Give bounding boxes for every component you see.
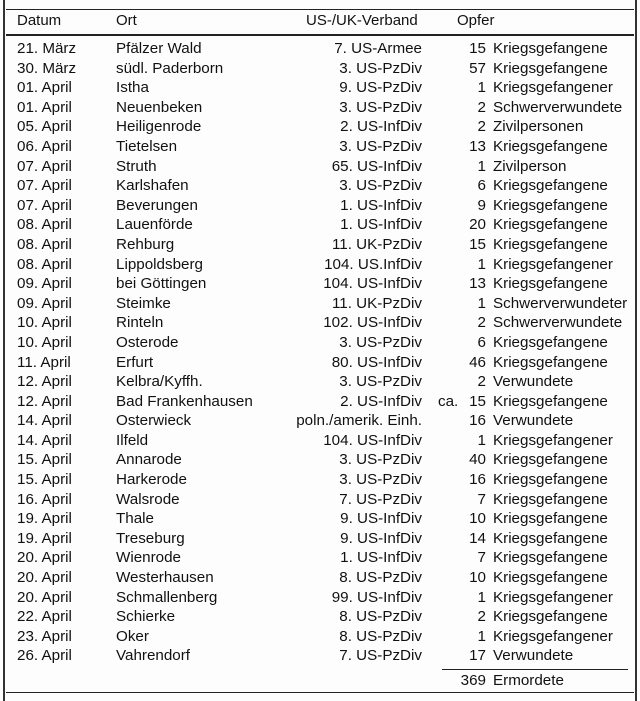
cell-unit: 1. US-InfDiv [340, 549, 422, 567]
cell-victim-type: Kriegsgefangene [493, 529, 608, 547]
cell-place: Struth [116, 157, 157, 175]
cell-count: 7 [477, 490, 486, 508]
cell-date: 22. April [17, 608, 72, 626]
header-unit: US-/UK-Verband [306, 12, 418, 29]
cell-unit: 9. US-InfDiv [340, 529, 422, 547]
cell-unit: 104. US-InfDiv [323, 275, 422, 293]
cell-place: Schmallenberg [116, 588, 218, 606]
table-row [0, 78, 640, 98]
cell-unit: 104. US-InfDiv [323, 431, 422, 449]
cell-count: 14 [469, 529, 486, 547]
bottom-rule [6, 692, 634, 693]
cell-unit: 3. US-PzDiv [339, 59, 422, 77]
cell-count: 10 [469, 569, 486, 587]
cell-victim-type: Kriegsgefangene [493, 177, 608, 195]
cell-count: 1 [477, 627, 486, 645]
cell-count: 6 [477, 177, 486, 195]
cell-victim-type: Kriegsgefangene [493, 333, 608, 351]
table-row [0, 294, 640, 314]
table-row [0, 137, 640, 157]
cell-date: 20. April [17, 569, 72, 587]
table-row [0, 255, 640, 275]
cell-count: 2 [477, 373, 486, 391]
cell-place: Ilfeld [116, 431, 149, 449]
table-row [0, 411, 640, 431]
cell-place: Erfurt [116, 353, 154, 371]
cell-unit: 1. US-InfDiv [340, 196, 422, 214]
cell-victim-type: Kriegsgefangene [493, 216, 608, 234]
cell-date: 12. April [17, 392, 72, 410]
table-row [0, 215, 640, 235]
cell-victim-type: Kriegsgefangene [493, 235, 608, 253]
cell-place: Bad Frankenhausen [116, 392, 253, 410]
cell-date: 07. April [17, 196, 72, 214]
cell-victim-type: Kriegsgefangene [493, 490, 608, 508]
cell-unit: poln./amerik. Einh. [296, 412, 422, 430]
cell-place: Beverungen [116, 196, 198, 214]
cell-unit: 8. US-PzDiv [339, 627, 422, 645]
table-row [0, 568, 640, 588]
cell-victim-type: Kriegsgefangener [493, 627, 613, 645]
cell-victim-type: Kriegsgefangener [493, 431, 613, 449]
cell-place: Rinteln [116, 314, 164, 332]
cell-place: Treseburg [116, 529, 185, 547]
cell-victim-type: Schwerverwundeter [493, 294, 628, 312]
cell-date: 09. April [17, 275, 72, 293]
cell-date: 19. April [17, 510, 72, 528]
table-row [0, 470, 640, 490]
cell-unit: 7. US-PzDiv [339, 647, 422, 665]
cell-unit: 80. US-InfDiv [331, 353, 422, 371]
cell-date: 26. April [17, 647, 72, 665]
cell-count: 10 [469, 510, 486, 528]
cell-victim-type: Kriegsgefangene [493, 137, 608, 155]
header-rule [6, 34, 634, 36]
cell-unit: 2. US-InfDiv [340, 118, 422, 136]
cell-place: Lippoldsberg [116, 255, 203, 273]
cell-date: 14. April [17, 412, 72, 430]
cell-date: 20. April [17, 549, 72, 567]
cell-place: Rehburg [116, 235, 175, 253]
cell-place: Lauenförde [116, 216, 193, 234]
cell-victim-type: Kriegsgefangene [493, 353, 608, 371]
table-row [0, 117, 640, 137]
cell-count: 2 [477, 98, 486, 116]
cell-date: 12. April [17, 373, 72, 391]
cell-victim-type: Schwerverwundete [493, 98, 623, 116]
cell-unit: 8. US-PzDiv [339, 608, 422, 626]
cell-date: 30. März [17, 59, 77, 77]
cell-victim-type: Verwundete [493, 373, 574, 391]
cell-count: 7 [477, 549, 486, 567]
table-row [0, 372, 640, 392]
cell-victim-type: Schwerverwundete [493, 314, 623, 332]
cell-unit: 102. US-InfDiv [323, 314, 422, 332]
cell-date: 19. April [17, 529, 72, 547]
cell-date: 06. April [17, 137, 72, 155]
cell-unit: 3. US-PzDiv [339, 451, 422, 469]
table-row [0, 588, 640, 608]
cell-count: 2 [477, 608, 486, 626]
top-rule [6, 9, 634, 10]
cell-count: 1 [477, 588, 486, 606]
cell-unit: 7. US-Armee [334, 40, 422, 57]
cell-date: 15. April [17, 451, 72, 469]
cell-date: 15. April [17, 471, 72, 489]
cell-date: 10. April [17, 333, 72, 351]
total-label: Ermordete [493, 672, 564, 689]
table-row [0, 176, 640, 196]
cell-unit: 65. US-InfDiv [331, 157, 422, 175]
cell-count: 1 [477, 79, 486, 97]
cell-place: Kelbra/Kyffh. [116, 373, 203, 391]
cell-unit: 3. US-PzDiv [339, 137, 422, 155]
cell-approx-prefix: ca. [438, 392, 459, 410]
cell-place: Harkerode [116, 471, 187, 489]
cell-date: 23. April [17, 627, 72, 645]
cell-place: Heiligenrode [116, 118, 202, 136]
table-row [0, 157, 640, 177]
cell-place: bei Göttingen [116, 275, 207, 293]
cell-count: 16 [469, 412, 486, 430]
cell-count: 46 [469, 353, 486, 371]
cell-victim-type: Kriegsgefangene [493, 196, 608, 214]
cell-count: 9 [477, 196, 486, 214]
cell-victim-type: Zivilpersonen [493, 118, 584, 136]
cell-count: 2 [477, 118, 486, 136]
table-row [0, 235, 640, 255]
table-row [0, 431, 640, 451]
total-count: 369 [460, 672, 486, 689]
cell-date: 09. April [17, 294, 72, 312]
cell-place: südl. Paderborn [116, 59, 224, 77]
cell-date: 20. April [17, 588, 72, 606]
cell-date: 21. März [17, 40, 77, 57]
table-row [0, 509, 640, 529]
cell-unit: 3. US-PzDiv [339, 333, 422, 351]
cell-victim-type: Kriegsgefangene [493, 275, 608, 293]
cell-victim-type: Kriegsgefangene [493, 40, 608, 57]
cell-victim-type: Kriegsgefangene [493, 451, 608, 469]
cell-date: 01. April [17, 79, 72, 97]
cell-victim-type: Verwundete [493, 412, 574, 430]
cell-count: 1 [477, 157, 486, 175]
cell-victim-type: Kriegsgefangener [493, 79, 613, 97]
cell-unit: 2. US-InfDiv [340, 392, 422, 410]
cell-unit: 99. US-InfDiv [331, 588, 422, 606]
cell-unit: 7. US-PzDiv [339, 490, 422, 508]
cell-place: Tietelsen [116, 137, 178, 155]
table-row [0, 548, 640, 568]
cell-place: Oker [116, 627, 149, 645]
cell-place: Osterwieck [116, 412, 192, 430]
cell-date: 08. April [17, 255, 72, 273]
cell-place: Westerhausen [116, 569, 214, 587]
cell-date: 01. April [17, 98, 72, 116]
cell-date: 08. April [17, 216, 72, 234]
cell-count: 15 [469, 235, 486, 253]
table-row [0, 450, 640, 470]
cell-unit: 3. US-PzDiv [339, 471, 422, 489]
cell-date: 11. April [17, 353, 71, 371]
cell-unit: 3. US-PzDiv [339, 98, 422, 116]
table-body [0, 39, 640, 666]
table-row [0, 313, 640, 333]
cell-count: 15 [469, 40, 486, 57]
cell-unit: 3. US-PzDiv [339, 177, 422, 195]
table-row [0, 392, 640, 412]
cell-victim-type: Kriegsgefangener [493, 588, 613, 606]
cell-count: 6 [477, 333, 486, 351]
cell-place: Pfälzer Wald [116, 40, 202, 57]
table-row [0, 333, 640, 353]
cell-place: Thale [116, 510, 154, 528]
sum-rule [442, 669, 628, 670]
cell-unit: 9. US-PzDiv [339, 79, 422, 97]
cell-place: Neuenbeken [116, 98, 203, 116]
table-row [0, 607, 640, 627]
cell-count: 13 [469, 275, 486, 293]
table-row [0, 98, 640, 118]
header-victims: Opfer [457, 12, 495, 29]
cell-place: Schierke [116, 608, 176, 626]
cell-unit: 3. US-PzDiv [339, 373, 422, 391]
table-row [0, 196, 640, 216]
cell-place: Karlshafen [116, 177, 189, 195]
cell-date: 07. April [17, 157, 72, 175]
table-row [0, 627, 640, 647]
table-row [0, 529, 640, 549]
cell-victim-type: Kriegsgefangene [493, 510, 608, 528]
cell-count: 1 [477, 431, 486, 449]
table-row [0, 353, 640, 373]
cell-unit: 9. US-InfDiv [340, 510, 422, 528]
cell-victim-type: Kriegsgefangene [493, 608, 608, 626]
cell-unit: 104. US.InfDiv [324, 255, 422, 273]
cell-victim-type: Kriegsgefangene [493, 569, 608, 587]
cell-place: Walsrode [116, 490, 180, 508]
cell-victim-type: Kriegsgefangener [493, 255, 613, 273]
cell-victim-type: Kriegsgefangene [493, 549, 608, 567]
cell-date: 14. April [17, 431, 72, 449]
cell-count: 17 [469, 647, 486, 665]
table-row [0, 59, 640, 79]
cell-unit: 11. UK-PzDiv [331, 235, 422, 253]
cell-victim-type: Kriegsgefangene [493, 392, 608, 410]
cell-place: Istha [116, 79, 149, 97]
cell-victim-type: Kriegsgefangene [493, 59, 608, 77]
cell-count: 15 [469, 392, 486, 410]
header-place: Ort [116, 12, 137, 29]
table-row [0, 39, 640, 59]
cell-count: 57 [469, 59, 486, 77]
cell-unit: 1. US-InfDiv [340, 216, 422, 234]
cell-count: 16 [469, 471, 486, 489]
cell-date: 10. April [17, 314, 72, 332]
cell-count: 1 [477, 255, 486, 273]
cell-count: 2 [477, 314, 486, 332]
cell-count: 20 [469, 216, 486, 234]
table-row [0, 646, 640, 666]
cell-unit: 8. US-PzDiv [339, 569, 422, 587]
cell-count: 40 [469, 451, 486, 469]
header-date: Datum [17, 12, 62, 29]
cell-victim-type: Verwundete [493, 647, 574, 665]
cell-unit: 11. UK-PzDiv [331, 294, 422, 312]
cell-place: Vahrendorf [116, 647, 191, 665]
cell-victim-type: Kriegsgefangene [493, 471, 608, 489]
table-header [0, 12, 640, 32]
cell-place: Annarode [116, 451, 182, 469]
cell-date: 16. April [17, 490, 72, 508]
cell-place: Steimke [116, 294, 171, 312]
cell-date: 08. April [17, 235, 72, 253]
cell-date: 05. April [17, 118, 72, 136]
total-row [0, 671, 640, 691]
cell-place: Wienrode [116, 549, 181, 567]
cell-count: 13 [469, 137, 486, 155]
cell-date: 07. April [17, 177, 72, 195]
table-row [0, 490, 640, 510]
cell-victim-type: Zivilperson [493, 157, 567, 175]
table-row [0, 274, 640, 294]
cell-place: Osterode [116, 333, 179, 351]
cell-count: 1 [477, 294, 486, 312]
